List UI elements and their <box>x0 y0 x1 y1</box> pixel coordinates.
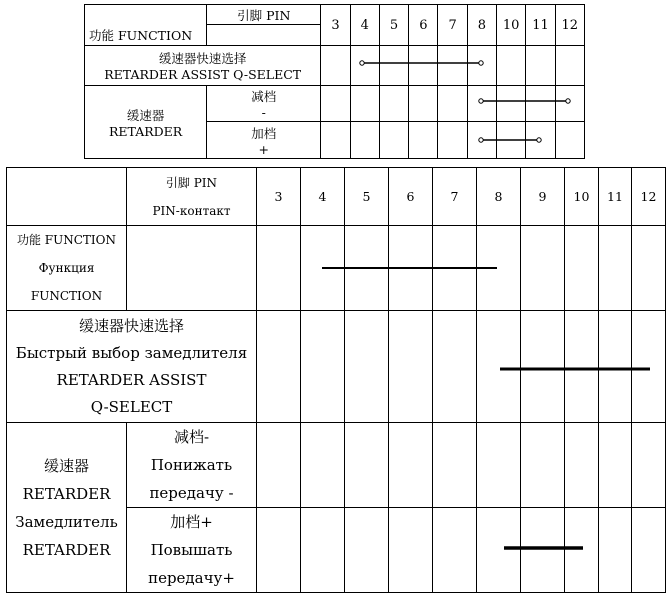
pin-number: 3 <box>257 168 301 226</box>
retarder-ru: Замедлитель <box>15 512 118 531</box>
pin-number: 10 <box>565 168 599 226</box>
pin-header: 引脚 PIN <box>207 5 321 25</box>
function-header: 功能 FUNCTION <box>85 25 207 46</box>
pin-table-original <box>84 4 585 159</box>
upshift-label <box>127 508 257 593</box>
pin-number: 11 <box>599 168 632 226</box>
downshift-label <box>127 423 257 508</box>
pin-number: 7 <box>438 5 467 46</box>
pin-number: 9 <box>521 168 565 226</box>
retarder-zh: 缓速器 <box>43 456 89 475</box>
upshift-zh: 加档+ <box>170 513 213 531</box>
retarder-en: RETARDER <box>109 123 183 139</box>
pin-number: 7 <box>433 168 477 226</box>
retarder-zh: 缓速器 <box>126 107 165 123</box>
retarder-assist-zh: 缓速器快速选择 <box>158 51 247 66</box>
function-label <box>7 226 127 311</box>
pin-number: 8 <box>467 5 496 46</box>
pin-number: 6 <box>389 168 433 226</box>
function-en: FUNCTION <box>30 289 103 303</box>
pin-number: 5 <box>379 5 408 46</box>
pin-number: 8 <box>477 168 521 226</box>
retarder-label <box>7 423 127 593</box>
upshift-ru2: передачу+ <box>148 569 235 587</box>
pin-header-zh: 引脚 PIN <box>165 175 218 190</box>
pin-table-translated <box>6 167 666 593</box>
retarder-label <box>85 86 207 159</box>
upshift-ru: Повышать <box>150 541 233 559</box>
retarder-assist-ru: Быстрый выбор замедлителя <box>15 343 248 362</box>
pin-number: 4 <box>301 168 345 226</box>
upshift-symbol: + <box>258 141 270 157</box>
upshift-zh: 加档 <box>251 125 277 141</box>
retarder-assist-zh: 缓速器快速选择 <box>78 316 184 335</box>
pin-number: 4 <box>350 5 379 46</box>
pin-number: 11 <box>526 5 555 46</box>
function-ru: Функция <box>38 261 95 275</box>
pin-number: 5 <box>345 168 389 226</box>
retarder-assist-label <box>7 311 257 423</box>
upshift-label <box>207 122 321 159</box>
retarder-en: RETARDER <box>22 484 111 503</box>
retarder-assist-en2: Q-SELECT <box>90 397 173 416</box>
downshift-ru: Понижать <box>150 456 233 474</box>
retarder-en2: RETARDER <box>22 540 111 559</box>
retarder-assist-label <box>85 46 321 86</box>
downshift-zh: 减档- <box>173 428 210 446</box>
downshift-zh: 减档 <box>251 89 277 104</box>
retarder-assist-en: RETARDER ASSIST <box>56 370 207 389</box>
retarder-assist-en: RETARDER ASSIST Q-SELECT <box>104 67 302 82</box>
pin-number: 6 <box>409 5 438 46</box>
downshift-symbol: - <box>261 105 266 120</box>
pin-number: 10 <box>497 5 526 46</box>
downshift-label <box>207 86 321 122</box>
pin-number: 12 <box>632 168 666 226</box>
pin-header <box>127 168 257 226</box>
pin-header-ru: PIN-контакт <box>152 203 231 218</box>
pin-number: 3 <box>321 5 350 46</box>
function-zh: 功能 FUNCTION <box>16 233 117 247</box>
downshift-ru2: передачу - <box>149 484 234 502</box>
pin-number: 12 <box>555 5 584 46</box>
